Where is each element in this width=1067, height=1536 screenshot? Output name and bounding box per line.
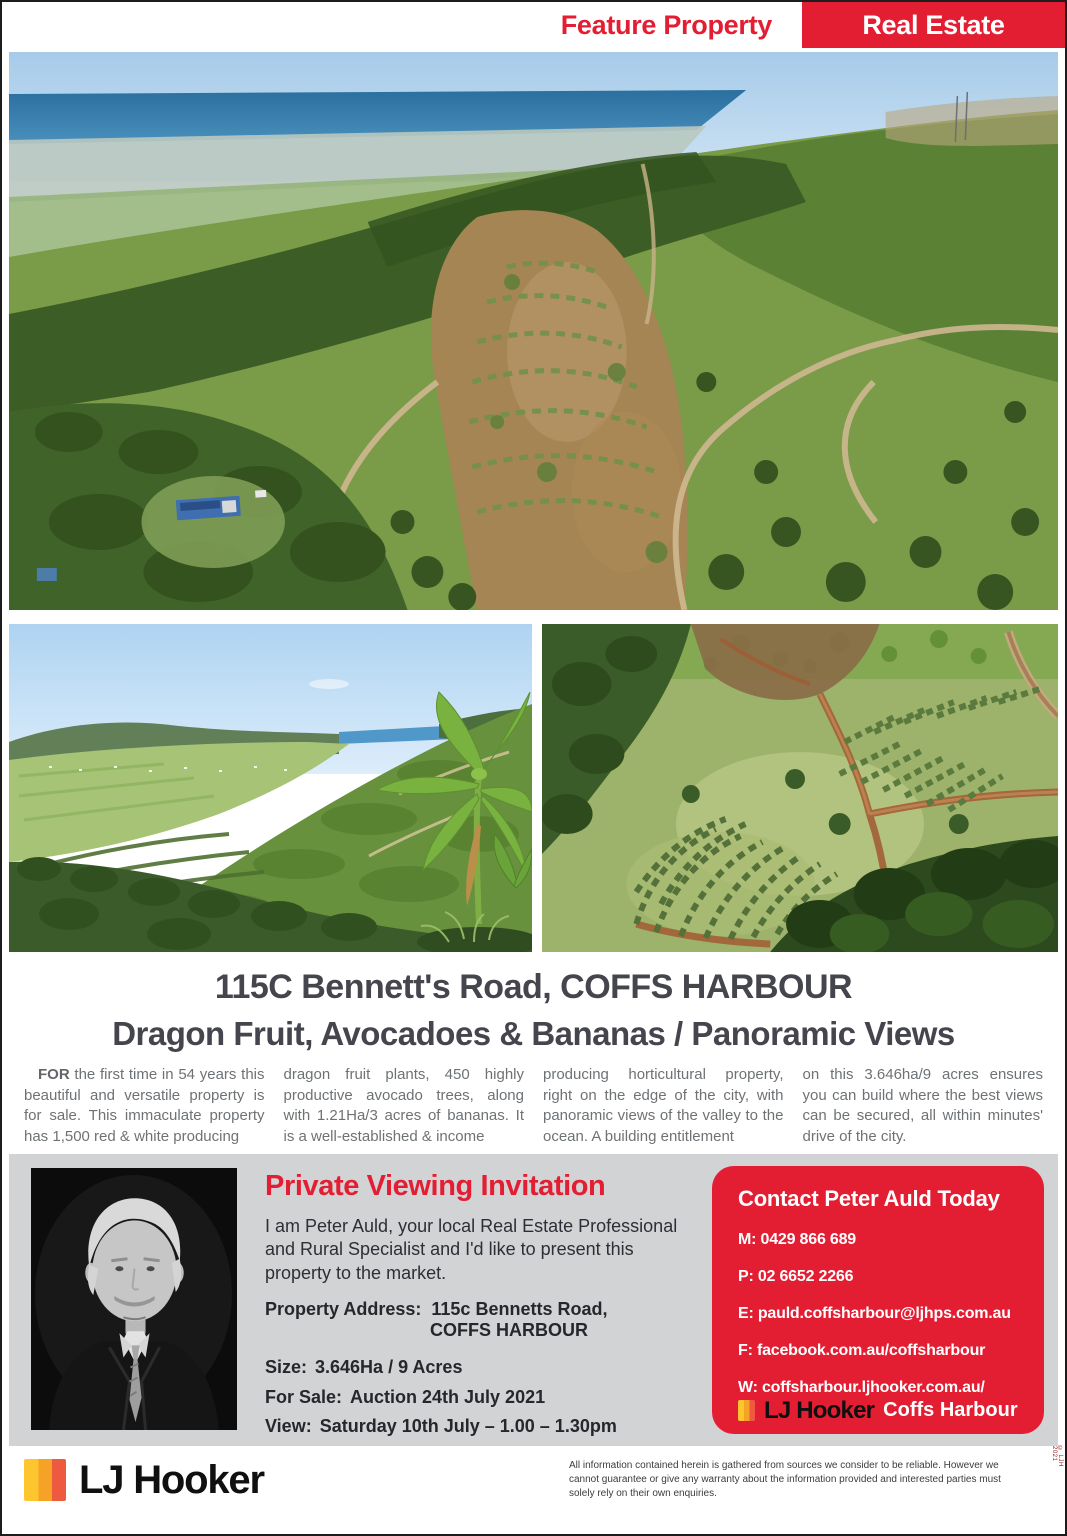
real-estate-badge — [802, 2, 1065, 48]
address-value: 115c Bennetts Road, — [431, 1298, 608, 1319]
crop-rows-image — [542, 624, 1058, 952]
footer-logo — [24, 1458, 264, 1503]
contact-phone[interactable]: P: 02 6652 2266 — [738, 1267, 854, 1285]
footer-brand-text: LJ Hooker — [79, 1457, 264, 1502]
farm-shed — [37, 568, 57, 581]
ljhooker-logo-icon — [24, 1459, 66, 1501]
disclaimer-text: All information contained herein is gathered from sources we consider to be reliable. However we cannot guarantee or give any warranty about the information provided and interested parties must solely rely on their own enquiries. — [569, 1460, 1001, 1500]
body-lead-word: FOR — [38, 1066, 70, 1083]
invitation-content — [237, 1166, 712, 1437]
crop-rows-photo — [542, 624, 1058, 952]
invitation-panel — [9, 1154, 1058, 1446]
invitation-intro: I am Peter Auld, your local Real Estate Professional and Rural Specialist and I'd like to present this property to the market. — [265, 1215, 678, 1283]
contact-card — [712, 1166, 1044, 1434]
contact-facebook[interactable]: F: facebook.com.au/coffsharbour — [738, 1341, 986, 1359]
body-column-1 — [24, 1065, 265, 1148]
body-copy — [24, 1065, 1043, 1148]
feature-property-label: Feature Property — [560, 9, 772, 40]
ljhooker-brand-text: LJ Hooker — [764, 1396, 875, 1424]
valley-view-image — [9, 624, 532, 952]
contact-website[interactable]: W: coffsharbour.ljhooker.com.au/ — [738, 1378, 985, 1396]
contact-heading: Contact Peter Auld Today — [738, 1185, 1000, 1211]
valley-view-photo — [9, 624, 532, 952]
contact-mobile[interactable]: M: 0429 866 689 — [738, 1230, 856, 1248]
office-name: Coffs Harbour — [883, 1399, 1018, 1422]
real-estate-label: Real Estate — [862, 9, 1005, 40]
sale-label: For Sale: — [265, 1386, 343, 1407]
body-column-4: on this 3.646ha/9 acres ensures you can build where the best views can be secured, all within minutes' drive of the city. — [802, 1066, 1043, 1146]
view-line — [265, 1412, 696, 1442]
agent-portrait-image — [31, 1168, 237, 1430]
property-address-city: COFFS HARBOUR — [430, 1319, 588, 1340]
photo-row — [9, 624, 1058, 952]
property-address-line — [265, 1299, 696, 1320]
body-column-2: dragon fruit plants, 450 highly productive avocado trees, along with 1.21Ha/3 acres of bananas. It is a well-established & income — [283, 1066, 524, 1146]
header-bar — [2, 2, 1065, 48]
main-property-photo — [9, 52, 1058, 610]
page-title: 115C Bennett's Road, COFFS HARBOUR — [214, 968, 853, 1006]
body-column-3: producing horticultural property, right on the edge of the city, with panoramic views of the valley to the ocean. A building entitlement — [543, 1066, 784, 1146]
address-label: Property Address: — [265, 1298, 422, 1319]
page-subtitle: Dragon Fruit, Avocadoes & Bananas / Panoramic Views — [112, 1015, 955, 1052]
contact-email[interactable]: E: pauld.coffsharbour@ljhps.com.au — [738, 1304, 1011, 1322]
agent-portrait — [31, 1168, 237, 1430]
size-value: 3.646Ha / 9 Acres — [315, 1356, 463, 1377]
body-col1-text: the first time in 54 years this beautiful and versatile property is for sale. This immaculate property has 1,500 red & white producing — [24, 1066, 265, 1146]
invitation-heading: Private Viewing Invitation — [265, 1169, 606, 1202]
property-facts — [265, 1353, 696, 1442]
size-line — [265, 1353, 696, 1383]
ljhooker-logo-icon — [738, 1400, 755, 1421]
footer-bar — [2, 1446, 1065, 1515]
sale-value: Auction 24th July 2021 — [350, 1386, 546, 1407]
view-value: Saturday 10th July – 1.00 – 1.30pm — [319, 1416, 617, 1437]
sale-line — [265, 1383, 696, 1413]
view-label: View: — [265, 1416, 312, 1437]
aerial-farm-photo — [9, 52, 1058, 610]
contact-office-logo — [738, 1397, 1018, 1425]
copyright-side-note: © LJH 2021 — [1051, 1445, 1063, 1467]
size-label: Size: — [265, 1356, 308, 1377]
